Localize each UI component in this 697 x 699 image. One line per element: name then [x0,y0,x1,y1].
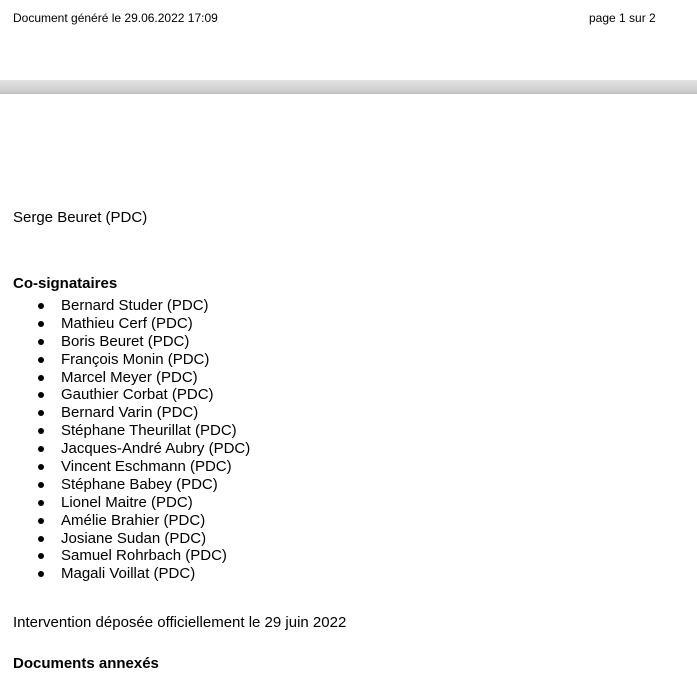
cosignatory-name: Stéphane Theurillat (PDC) [61,422,237,440]
cosignatory-name: Bernard Studer (PDC) [61,297,209,314]
bullet-icon [38,518,44,524]
list-item [13,530,683,548]
page-header [0,0,697,80]
cosignatory-name: Stéphane Babey (PDC) [61,475,218,493]
list-item [13,547,683,565]
list-item [13,476,683,494]
cosignatory-name: Marcel Meyer (PDC) [61,368,198,386]
cosignatory-name: Boris Beuret (PDC) [61,332,190,350]
list-item [13,422,683,440]
list-item [13,333,683,351]
bullet-icon [38,446,44,452]
cosignatory-name: Vincent Eschmann (PDC) [61,458,232,476]
page-number: page 1 sur 2 [589,11,656,25]
list-item [13,512,683,530]
cosignatories-heading: Co-signataires [13,275,118,292]
cosignatory-name: Amélie Brahier (PDC) [61,511,206,529]
bullet-icon [38,392,44,398]
bullet-icon [38,321,44,327]
list-item [13,404,683,422]
deposit-note: Intervention déposée officiellement le 29 juin 2022 [13,614,347,632]
cosignatory-name: Josiane Sudan (PDC) [61,529,207,547]
cosignatories-list [13,297,683,583]
list-item [13,440,683,458]
cosignatory-name: François Monin (PDC) [61,350,210,368]
author: Serge Beuret (PDC) [13,209,148,226]
bullet-icon [38,536,44,542]
list-item [13,386,683,404]
bullet-icon [38,571,44,577]
bullet-icon [38,500,44,506]
bullet-icon [38,375,44,381]
cosignatory-name: Mathieu Cerf (PDC) [61,314,193,332]
page-edge [0,93,697,94]
bullet-icon [38,482,44,488]
cosignatory-name: Magali Voillat (PDC) [61,565,196,583]
bullet-icon [38,410,44,416]
list-item [13,297,683,315]
page-separator [0,80,697,94]
cosignatory-name: Jacques-André Aubry (PDC) [61,440,251,458]
annexes-heading: Documents annexés [13,655,159,673]
generated-date: Document généré le 29.06.2022 17:09 [13,11,218,25]
cosignatory-name: Gauthier Corbat (PDC) [61,386,214,404]
list-item [13,458,683,476]
bullet-icon [38,553,44,559]
cosignatory-name: Bernard Varin (PDC) [61,404,199,422]
document-body [13,208,683,674]
cosignatory-name: Samuel Rohrbach (PDC) [61,547,227,565]
list-item [13,565,683,583]
list-item [13,315,683,333]
bullet-icon [38,303,44,309]
cosignatory-name: Lionel Maitre (PDC) [61,493,193,511]
bullet-icon [38,339,44,345]
bullet-icon [38,428,44,434]
bullet-icon [38,464,44,470]
bullet-icon [38,357,44,363]
list-item [13,494,683,512]
list-item [13,351,683,369]
list-item [13,369,683,387]
